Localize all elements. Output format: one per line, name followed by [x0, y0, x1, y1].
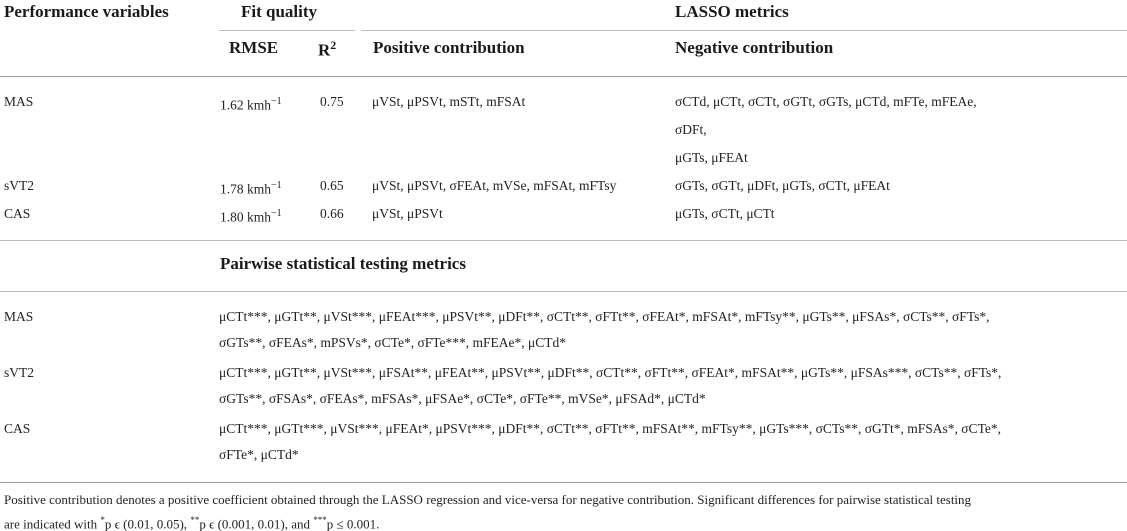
- header-r2-letter: R: [318, 40, 331, 60]
- header-positive-contribution: Positive contribution: [373, 38, 525, 57]
- rmse-value: 1.62 kmh: [220, 97, 272, 113]
- rmse-unit-exponent: −1: [271, 208, 282, 219]
- header-negative-contribution: Negative contribution: [675, 38, 834, 57]
- row-metrics-line1: μCTt***, μGTt**, μVSt***, μFEAt***, μPSVt**, μDFt**, σCTt**, σFTt**, σFEAt*, mFSAt*, mFTsy**, μGTs**, μFSAs*, σCTs**, σFTs*,: [219, 309, 990, 324]
- row-positive: μVSt, μPSVt, mSTt, mFSAt: [372, 94, 526, 109]
- row-metrics-line2: σGTs**, σFEAs*, mPSVs*, σCTe*, σFTe***, mFEAe*, μCTd*: [219, 335, 567, 350]
- row-negative-line1: σCTd, μCTt, σCTt, σGTt, σGTs, μCTd, mFTe, mFEAe,: [675, 94, 977, 109]
- footnote-line2: [4, 510, 1124, 531]
- row-rmse: [220, 175, 282, 201]
- row-positive: μVSt, μPSVt, σFEAt, mVSe, mFSAt, mFTsy: [372, 178, 617, 193]
- footnote-sig-marker: **: [190, 515, 200, 525]
- row-variable: MAS: [4, 94, 34, 109]
- row-negative-line1: μGTs, σCTt, μCTt: [675, 206, 775, 221]
- row-variable: sVT2: [4, 365, 34, 380]
- footnote-line1: Positive contribution denotes a positive coefficient obtained through the LASSO regression and vice-versa for negative contribution. Significant differences for pairwise statistical testing: [4, 492, 972, 507]
- header-r2: [318, 38, 336, 61]
- pairwise-divider: [0, 291, 1127, 292]
- row-metrics-line2: σGTs**, σFSAs*, σFEAs*, mFSAs*, μFSAe*, σCTe*, σFTe**, mVSe*, μFSAd*, μCTd*: [219, 391, 706, 406]
- row-r2: 0.66: [320, 206, 344, 221]
- header-performance-variables: Performance variables: [4, 2, 169, 21]
- rmse-value: 1.78 kmh: [220, 181, 272, 197]
- pairwise-title: Pairwise statistical testing metrics: [220, 254, 466, 273]
- header-r2-superscript: 2: [330, 38, 337, 52]
- section-divider: [0, 240, 1127, 241]
- row-variable: sVT2: [4, 178, 34, 193]
- table-footnote: [4, 490, 1124, 531]
- row-negative-line3: μGTs, μFEAt: [675, 150, 748, 165]
- row-metrics-line1: μCTt***, μGTt***, μVSt***, μFEAt*, μPSVt***, μDFt**, σCTt**, σFTt**, mFSAt**, mFTsy**, μGTs***, σCTs**, σGTt*, mFSAs*, σCTe*,: [219, 421, 1001, 436]
- footnote-text: p ϵ (0.001, 0.01), and: [199, 516, 314, 531]
- fit-quality-underline: [219, 30, 355, 31]
- rmse-unit-exponent: −1: [271, 96, 282, 107]
- lasso-metrics-underline: [361, 30, 1127, 31]
- table-bottom-rule: [0, 482, 1127, 483]
- footnote-text: are indicated with: [4, 516, 101, 531]
- row-rmse: [220, 203, 282, 229]
- row-metrics-line1: μCTt***, μGTt**, μVSt***, μFSAt**, μFEAt**, μPSVt**, μDFt**, σCTt**, σFTt**, σFEAt*, mFSAt**, μGTs**, μFSAs***, σCTs**, σFTs*,: [219, 365, 1002, 380]
- row-positive: μVSt, μPSVt: [372, 206, 443, 221]
- header-lasso-metrics: LASSO metrics: [675, 2, 789, 21]
- row-variable: CAS: [4, 421, 31, 436]
- footnote-text: p ϵ (0.01, 0.05),: [104, 516, 191, 531]
- row-metrics-line2: σFTe*, μCTd*: [219, 447, 299, 462]
- row-negative-line2: σDFt,: [675, 122, 707, 137]
- footnote-text: p ≤ 0.001.: [326, 516, 380, 531]
- row-variable: MAS: [4, 309, 34, 324]
- rmse-unit-exponent: −1: [271, 180, 282, 191]
- row-r2: 0.65: [320, 178, 344, 193]
- row-negative-line1: σGTs, σGTt, μDFt, μGTs, σCTt, μFEAt: [675, 178, 890, 193]
- row-variable: CAS: [4, 206, 31, 221]
- footnote-sig-marker: ***: [313, 515, 327, 525]
- header-divider: [0, 76, 1127, 77]
- header-rmse: RMSE: [229, 38, 279, 57]
- footnote-sig-marker: *: [100, 515, 105, 525]
- header-fit-quality: Fit quality: [241, 2, 318, 21]
- row-r2: 0.75: [320, 94, 344, 109]
- row-rmse: [220, 91, 282, 117]
- rmse-value: 1.80 kmh: [220, 209, 272, 225]
